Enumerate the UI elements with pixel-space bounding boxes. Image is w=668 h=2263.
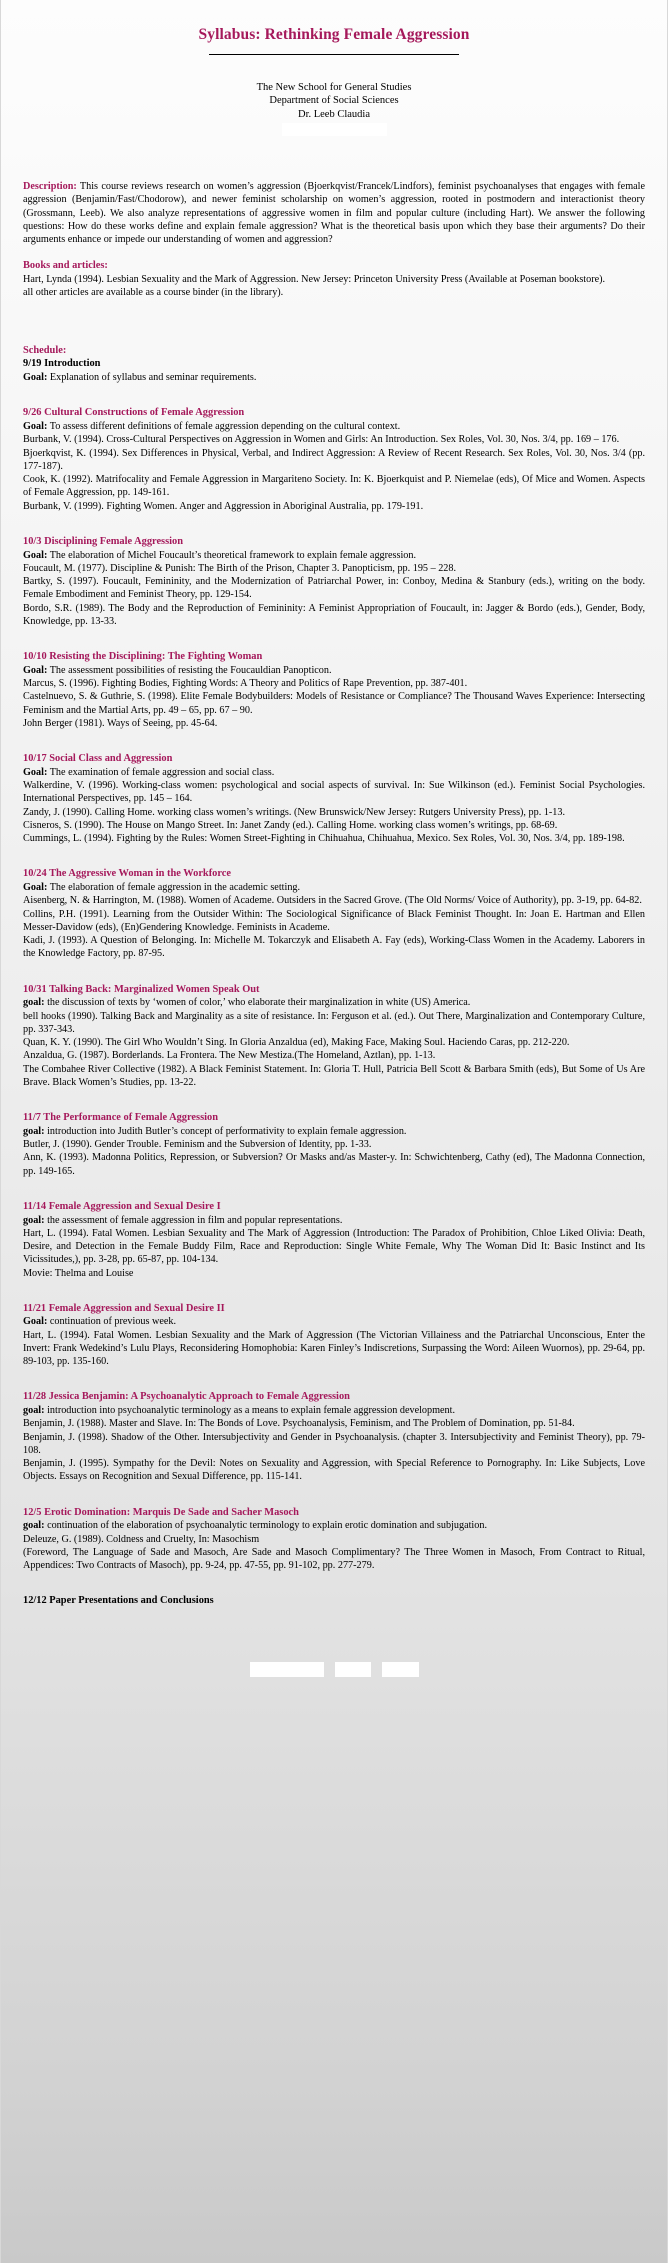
schedule-section — [23, 406, 645, 512]
goal-text: The elaboration of female aggression in the academic setting. — [47, 882, 301, 894]
schedule-section — [23, 1506, 645, 1573]
goal-label: goal: — [23, 1214, 45, 1226]
spacer — [23, 136, 645, 180]
reference-item: Zandy, J. (1990). Calling Home. working class women’s writings. (New Brunswick/New Jersey: Rutgers University Press), pp. 1-13. — [23, 806, 566, 818]
goal-label: Goal: — [23, 1316, 48, 1328]
schedule-section — [23, 535, 645, 628]
section-goal — [23, 1315, 645, 1328]
title-divider — [209, 54, 459, 55]
institution-name: The New School for General Studies — [256, 81, 412, 93]
section-gap — [23, 1572, 645, 1594]
reference-item: Burbank, V. (1999). Fighting Women. Anger and Aggression in Aboriginal Australia, pp. 179-191. — [23, 500, 424, 512]
section-goal — [23, 881, 645, 894]
section-date-title: 10/17 Social Class and Aggression — [23, 753, 173, 765]
reference-item: The Combahee River Collective (1982). A Black Feminist Statement. In: Gloria T. Hull, Patricia Bell Scott & Barbara Smith (eds), But Some of Us Are Brave. Black Women’s Studies, pp. 13-22. — [23, 1063, 645, 1088]
reference-item: bell hooks (1990). Talking Back and Marginality as a site of resistance. In: Ferguson et al. (ed.). Out There, Marginalization and Contemporary Culture, pp. 337-343. — [23, 1010, 645, 1035]
reference-item: Bjoerkqvist, K. (1994). Sex Differences in Physical, Verbal, and Indirect Aggression: A Review of Recent Research. Sex Roles, Vol. 30, Nos. 3/4 (pp. 177-187). — [23, 447, 645, 472]
goal-label: Goal: — [23, 766, 48, 778]
reference-item: Benjamin, J. (1998). Shadow of the Other. Intersubjectivity and Gender in Psychoanalysis. (chapter 3. Intersubjectivity and Feminist Theory), pp. 79-108. — [23, 1431, 645, 1456]
spacer — [23, 300, 645, 344]
section-date-title: 11/21 Female Aggression and Sexual Desire II — [23, 1302, 225, 1314]
section-goal — [23, 664, 645, 677]
goal-label: goal: — [23, 997, 45, 1009]
institution-block — [23, 81, 645, 137]
section-gap — [23, 384, 645, 406]
section-gap — [23, 1089, 645, 1111]
section-goal — [23, 1125, 645, 1138]
section-goal — [23, 1214, 645, 1227]
reference-item: Castelnuevo, S. & Guthrie, S. (1998). Elite Female Bodybuilders: Models of Resistance or Compliance? The Thousand Waves Experience: Intersecting Feminism and the Martial Arts, pp. 49 – 65, pp. 67 – 90. — [23, 691, 645, 716]
goal-text: The elaboration of Michel Foucault’s theoretical framework to explain female aggression. — [47, 549, 417, 561]
section-goal — [23, 766, 645, 779]
goal-text: Explanation of syllabus and seminar requirements. — [47, 372, 257, 384]
section-gap — [23, 1280, 645, 1302]
reference-item: Collins, P.H. (1991). Learning from the Outsider Within: The Sociological Significance of Black Feminist Thought. In: Joan E. Hartman and Ellen Messer-Davidow (eds), (En)Gendering Knowledge. Feminists in Academe. — [23, 908, 645, 933]
section-gap — [23, 628, 645, 650]
footer-box-1 — [250, 1662, 324, 1677]
section-gap — [23, 730, 645, 752]
reference-item: Walkerdine, V. (1996). Working-class women: psychological and social aspects of survival. In: Sue Wilkinson (ed.). Feminist Social Psychologies. International Perspectives, pp. 145 – 164. — [23, 780, 645, 805]
instructor-name: Dr. Leeb Claudia — [297, 109, 371, 121]
schedule-section — [23, 1594, 645, 1608]
reference-item: Quan, K. Y. (1990). The Girl Who Wouldn’t Sing. In Gloria Anzaldua (ed), Making Face, Making Soul. Haciendo Caras, pp. 212-220. — [23, 1037, 570, 1049]
goal-text: The assessment possibilities of resisting the Foucauldian Panopticon. — [47, 664, 332, 676]
description-body: This course reviews research on women’s aggression (Bjoerkqvist/Francek/Lindfors), feminist psychoanalyses that engages with female aggression (Benjamin/Fast/Chodorow), and newer feminist scholarship on women’s aggression, rooted in postmodern and interactionist theory (Grossmann, Leeb). We also analyze representations of aggressive women in film and popular culture (including Hart). We answer the following questions: How do these works define and explain female aggression? What is the theoretical basis upon which they base their arguments? Do their arguments enhance or impede our understanding of women and aggression? — [23, 181, 645, 246]
page-title: Syllabus: Rethinking Female Aggression — [198, 26, 470, 43]
goal-text: The examination of female aggression and social class. — [47, 766, 275, 778]
reference-item: Hart, L. (1994). Fatal Women. Lesbian Sexuality and the Mark of Aggression (The Victorian Villainess and the Patriarchal Unconscious, Enter the Invert: Frank Wedekind’s Lulu Plays, Reconsidering Homophobia: Karen Finley’s Indiscretions, Surpassing the Word: Aileen Wuornos), pp. 29-64, pp. 89-103, pp. 135-160. — [23, 1329, 645, 1368]
description-label: Description: — [23, 181, 77, 193]
schedule-section — [23, 1302, 645, 1369]
section-gap — [23, 845, 645, 867]
goal-label: goal: — [23, 1520, 45, 1532]
goal-label: Goal: — [23, 372, 48, 384]
section-date-title: 12/12 Paper Presentations and Conclusions — [23, 1595, 214, 1607]
goal-text: the assessment of female aggression in film and popular representations. — [44, 1214, 343, 1226]
footer-box-3 — [382, 1662, 419, 1677]
section-date-title: 11/7 The Performance of Female Aggression — [23, 1112, 218, 1124]
goal-text: the discussion of texts by ‘women of color,’ who elaborate their marginalization in white (US) America. — [44, 997, 471, 1009]
section-goal — [23, 371, 645, 384]
section-gap — [23, 1178, 645, 1200]
goal-label: goal: — [23, 1125, 45, 1137]
reference-item: Bordo, S.R. (1989). The Body and the Reproduction of Femininity: A Feminist Appropriation of Foucault, in: Jagger & Bordo (eds.), Gender, Body, Knowledge, pp. 13-33. — [23, 602, 645, 627]
section-date-title: 9/19 Introduction — [23, 358, 101, 370]
reference-item: Aisenberg, N. & Harrington, M. (1988). Women of Academe. Outsiders in the Sacred Grove. (The Old Norms/ Voice of Authority), pp. 3-19, pp. 64-82. — [23, 895, 642, 907]
reference-item: Burbank, V. (1994). Cross-Cultural Perspectives on Aggression in Women and Girls: An Introduction. Sex Roles, Vol. 30, Nos. 3/4, pp. 169 – 176. — [23, 434, 620, 446]
section-goal — [23, 1519, 645, 1532]
section-gap — [23, 513, 645, 535]
section-goal — [23, 420, 645, 433]
description-paragraph — [23, 180, 645, 246]
reference-item: Foucault, M. (1977). Discipline & Punish: The Birth of the Prison, Chapter 3. Panopticism, pp. 195 – 228. — [23, 562, 457, 574]
section-date-title: 10/3 Disciplining Female Aggression — [23, 535, 184, 547]
schedule-section — [23, 357, 645, 384]
footer-box-2 — [335, 1662, 371, 1677]
section-date-title: 11/28 Jessica Benjamin: A Psychoanalytic Approach to Female Aggression — [23, 1391, 350, 1403]
schedule-section — [23, 983, 645, 1089]
goal-label: Goal: — [23, 421, 48, 433]
reference-item: Movie: Thelma and Louise — [23, 1267, 134, 1279]
reference-item: Ann, K. (1993). Madonna Politics, Repression, or Subversion? Or Masks and/as Master-y. In: Schwichtenberg, Cathy (ed), The Madonna Connection, pp. 149-165. — [23, 1152, 645, 1177]
goal-text: To assess different definitions of female aggression depending on the cultural context. — [47, 421, 401, 433]
schedule-section — [23, 650, 645, 730]
blank-field — [282, 123, 387, 136]
books-list — [23, 273, 645, 300]
reference-item: Cummings, L. (1994). Fighting by the Rules: Women Street-Fighting in Chihuahua, Chihuahua, Mexico. Sex Roles, Vol. 30, Nos. 3/4, pp. 189-198. — [23, 833, 625, 845]
schedule-section — [23, 752, 645, 845]
reference-item: Hart, L. (1994). Fatal Women. Lesbian Sexuality and The Mark of Aggression (Introduction: The Paradox of Prohibition, Chloe Liked Olivia: Death, Desire, and Detection in the Female Buddy Film, Race and Reproduction: Single White Female, Why The Woman Did It: Basic Instinct and Its Vicissitudes,), pp. 3-28, pp. 65-87, pp. 104-134. — [23, 1227, 645, 1266]
goal-label: goal: — [23, 1405, 45, 1417]
goal-label: Goal: — [23, 549, 48, 561]
spacer — [23, 246, 645, 259]
books-heading: Books and articles: — [23, 260, 108, 272]
section-gap — [23, 1484, 645, 1506]
schedule-sections — [23, 357, 645, 1608]
goal-label: Goal: — [23, 882, 48, 894]
section-goal — [23, 996, 645, 1009]
section-date-title: 9/26 Cultural Constructions of Female Aggression — [23, 407, 245, 419]
department-name: Department of Social Sciences — [269, 95, 399, 107]
section-gap — [23, 961, 645, 983]
reference-item: Cook, K. (1992). Matrifocality and Female Aggression in Margariteno Society. In: K. Bjoerkquist and P. Niemelae (eds), Of Mice and Women. Aspects of Female Aggression, pp. 149-161. — [23, 474, 645, 499]
section-date-title: 10/31 Talking Back: Marginalized Women Speak Out — [23, 983, 260, 995]
schedule-section — [23, 1111, 645, 1178]
section-date-title: 10/10 Resisting the Disciplining: The Fighting Woman — [23, 651, 263, 663]
goal-text: continuation of previous week. — [47, 1316, 177, 1328]
section-date-title: 11/14 Female Aggression and Sexual Desire I — [23, 1200, 221, 1212]
schedule-heading: Schedule: — [23, 344, 67, 356]
schedule-section — [23, 867, 645, 960]
goal-text: continuation of the elaboration of psychoanalytic terminology to explain erotic domination and subjugation. — [44, 1520, 488, 1532]
reference-item: Kadi, J. (1993). A Question of Belonging. In: Michelle M. Tokarczyk and Elisabeth A. Fay (eds), Working-Class Women in the Academy. Laborers in the Knowledge Factory, pp. 87-95. — [23, 935, 645, 960]
goal-text: introduction into Judith Butler’s concept of performativity to explain female aggression. — [44, 1125, 407, 1137]
reference-item: Anzaldua, G. (1987). Borderlands. La Frontera. The New Mestiza.(The Homeland, Aztlan), pp. 1-13. — [23, 1050, 436, 1062]
section-goal — [23, 1404, 645, 1417]
footer-boxes — [23, 1662, 645, 1707]
reference-item: Benjamin, J. (1995). Sympathy for the Devil: Notes on Sexuality and Aggression, with Special Reference to Pornography. In: Like Subjects, Love Objects. Essays on Recognition and Sexual Difference, pp. 115-141. — [23, 1458, 645, 1483]
book-item: all other articles are available as a course binder (in the library). — [23, 287, 284, 299]
reference-item: John Berger (1981). Ways of Seeing, pp. 45-64. — [23, 717, 218, 729]
reference-item: (Foreword, The Language of Sade and Masoch, Are Sade and Masoch Complimentary? The Three Women in Masoch, From Contract to Ritual, Appendices: Two Contracts of Masoch), pp. 9-24, pp. 47-55, pp. 91-102, pp. 277-279. — [23, 1546, 645, 1572]
section-gap — [23, 1368, 645, 1390]
goal-label: Goal: — [23, 664, 48, 676]
schedule-section — [23, 1200, 645, 1280]
reference-item: Butler, J. (1990). Gender Trouble. Feminism and the Subversion of Identity, pp. 1-33. — [23, 1139, 372, 1151]
reference-item: Benjamin, J. (1988). Master and Slave. In: The Bonds of Love. Psychoanalysis, Feminism, and The Problem of Domination, pp. 51-84. — [23, 1418, 575, 1430]
reference-item: Bartky, S. (1997). Foucault, Femininity, and the Modernization of Patriarchal Power, in: Conboy, Medina & Stanbury (eds.), writing on the body. Female Embodiment and Feminist Theory, pp. 129-154. — [23, 576, 645, 601]
reference-item: Deleuze, G. (1989). Coldness and Cruelty, In: Masochism — [23, 1533, 260, 1545]
section-date-title: 10/24 The Aggressive Woman in the Workforce — [23, 868, 232, 880]
reference-item: Cisneros, S. (1990). The House on Mango Street. In: Janet Zandy (ed.). Calling Home. working class women’s writings, pp. 68-69. — [23, 819, 558, 831]
section-date-title: 12/5 Erotic Domination: Marquis De Sade and Sacher Masoch — [23, 1506, 299, 1518]
schedule-section — [23, 1390, 645, 1483]
book-item: Hart, Lynda (1994). Lesbian Sexuality and the Mark of Aggression. New Jersey: Princeton University Press (Available at Poseman bookstore). — [23, 274, 606, 286]
reference-item: Marcus, S. (1996). Fighting Bodies, Fighting Words: A Theory and Politics of Rape Prevention, pp. 387-401. — [23, 678, 468, 690]
goal-text: introduction into psychoanalytic terminology as a means to explain female aggression development. — [44, 1405, 456, 1417]
section-goal — [23, 549, 645, 562]
